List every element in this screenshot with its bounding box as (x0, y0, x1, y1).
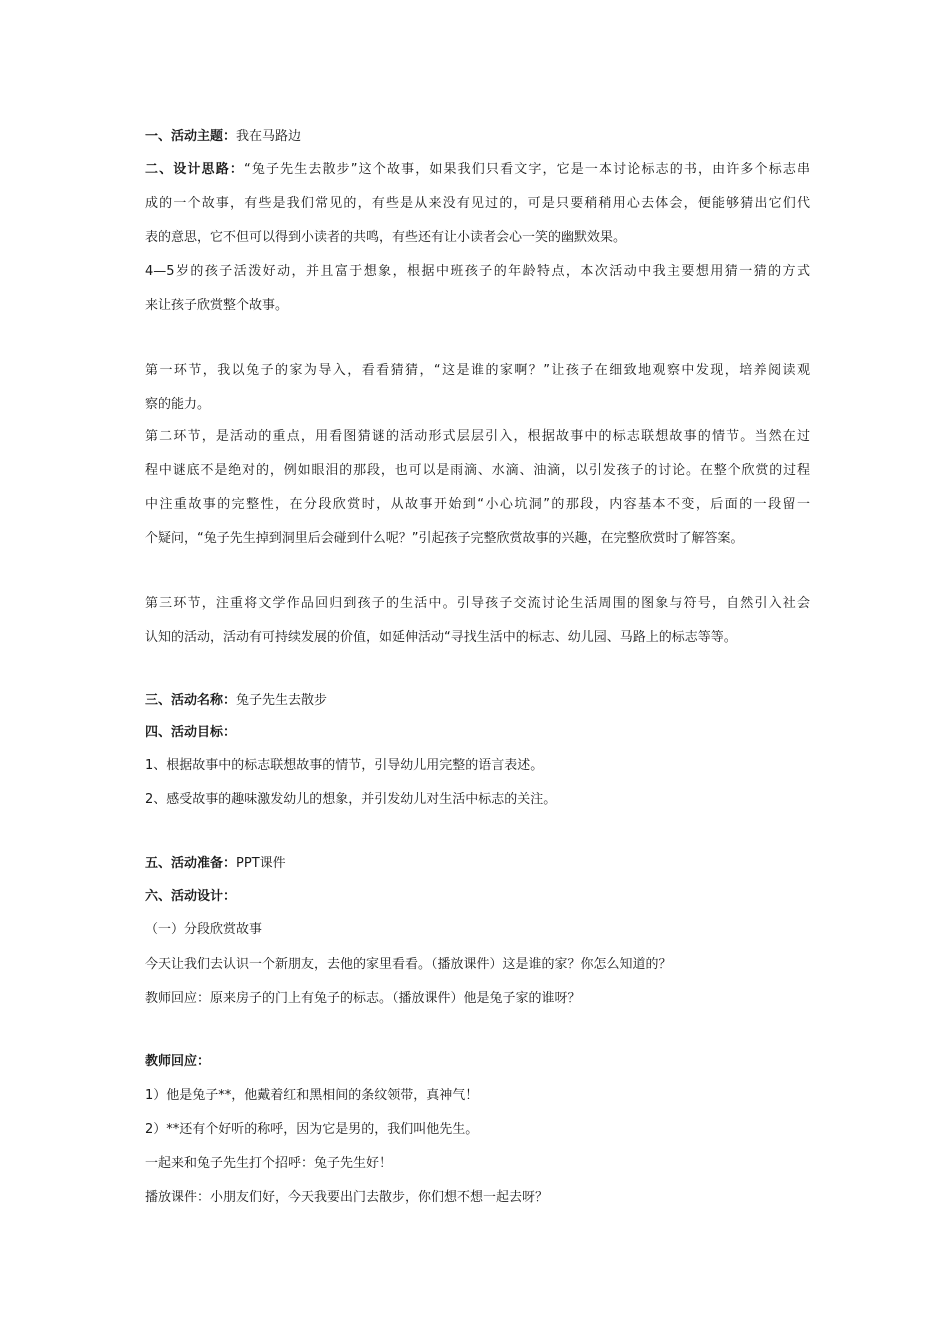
paragraph-line: 中注重故事的完整性，在分段欣赏时，从故事开始到“小心坑洞”的那段，内容基本不变，后面的一段留一 (145, 497, 810, 512)
section-label: 一、活动主题： (145, 129, 237, 144)
section-activity-name (145, 692, 810, 709)
response-line: 1）他是兔子**，他戴着红和黑相间的条纹领带，真神气！ (145, 1088, 479, 1103)
paragraph-line: 认知的活动，活动有可持续发展的价值，如延伸活动“寻找生活中的标志、幼儿园、马路上的标志等等。 (145, 630, 737, 645)
response-line: 播放课件：小朋友们好，今天我要出门去散步，你们想不想一起去呀？ (145, 1190, 549, 1205)
paragraph-line: 察的能力。 (145, 397, 211, 412)
paragraph-line: 教师回应：原来房子的门上有兔子的标志。（播放课件）他是兔子家的谁呀？ (145, 991, 581, 1006)
paragraph-line: 个疑问，“兔子先生掉到洞里后会碰到什么呢？”引起孩子完整欣赏故事的兴趣，在完整欣赏时了解答案。 (145, 531, 744, 546)
response-line: 2）**还有个好听的称呼，因为它是男的，我们叫他先生。 (145, 1122, 479, 1137)
design-idea-line (145, 161, 810, 178)
teacher-response-label: 教师回应： (145, 1054, 211, 1069)
section-value: 兔子先生去散步 (236, 693, 328, 708)
section-activity-theme (145, 128, 810, 145)
paragraph-line: 第三环节，注重将文学作品回归到孩子的生活中。引导孩子交流讨论生活周围的图象与符号，自然引入社会 (145, 596, 810, 611)
response-line: 一起来和兔子先生打个招呼：兔子先生好！ (145, 1156, 393, 1171)
paragraph-text: “兔子先生去散步”这个故事，如果我们只看文字，它是一本讨论标志的书，由许多个标志串 (243, 162, 810, 177)
section-activity-goals: 四、活动目标： (145, 725, 237, 740)
subsection-title: （一）分段欣赏故事 (145, 922, 263, 937)
paragraph-line: 来让孩子欣赏整个故事。 (145, 298, 289, 313)
paragraph-line: 今天让我们去认识一个新朋友，去他的家里看看。（播放课件）这是谁的家？你怎么知道的？ (145, 957, 672, 972)
paragraph-line: 第二环节，是活动的重点，用看图猜谜的活动形式层层引入，根据故事中的标志联想故事的情节。当然在过 (145, 429, 810, 444)
paragraph-line: 表的意思，它不但可以得到小读者的共鸣，有些还有让小读者会心一笑的幽默效果。 (145, 230, 627, 245)
section-value: 我在马路边 (236, 129, 302, 144)
section-activity-preparation (145, 855, 810, 872)
paragraph-line: 成的一个故事，有些是我们常见的，有些是从来没有见过的，可是只要稍稍用心去体会，便能够猜出它们代 (145, 196, 810, 211)
section-label: 五、活动准备： (145, 856, 237, 871)
paragraph-line: 程中谜底不是绝对的，例如眼泪的那段，也可以是雨滴、水滴、油滴，以引发孩子的讨论。在整个欣赏的过程 (145, 463, 810, 478)
section-label: 三、活动名称： (145, 693, 237, 708)
section-activity-design: 六、活动设计： (145, 889, 237, 904)
paragraph-line: 第一环节，我以兔子的家为导入，看看猜猜，“这是谁的家啊？”让孩子在细致地观察中发现，培养阅读观 (145, 363, 810, 378)
paragraph-line: 4—5岁的孩子活泼好动，并且富于想象，根据中班孩子的年龄特点，本次活动中我主要想用猜一猜的方式 (145, 264, 810, 279)
section-value: PPT课件 (236, 856, 286, 871)
section-label: 二、设计思路： (145, 162, 244, 177)
goal-item: 1、根据故事中的标志联想故事的情节，引导幼儿用完整的语言表述。 (145, 758, 544, 773)
goal-item: 2、感受故事的趣味激发幼儿的想象，并引发幼儿对生活中标志的关注。 (145, 792, 557, 807)
